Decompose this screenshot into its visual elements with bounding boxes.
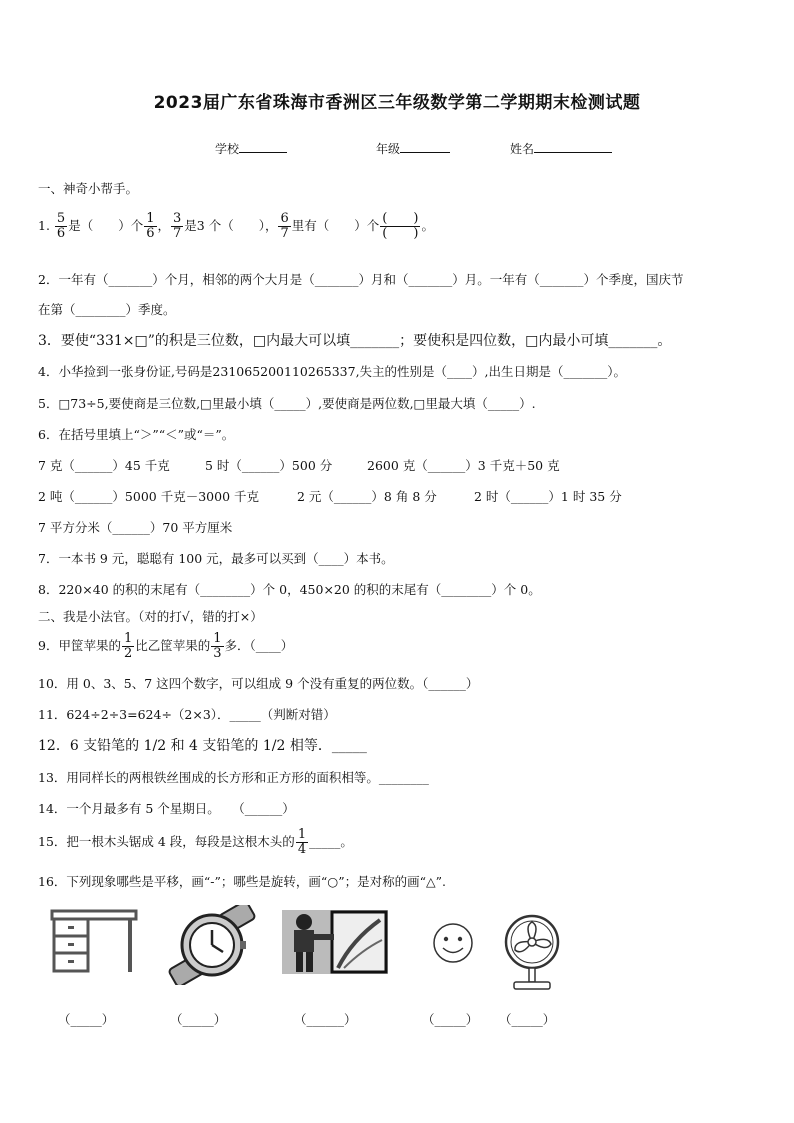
fraction: $\frac{1}{4}$ [297,827,307,857]
fraction: $\frac{1}{2}$ [123,631,133,661]
question-12: 12．6 支铅笔的 1/2 和 4 支铅笔的 1/2 相等．_____ [38,738,367,754]
school-field [215,140,287,157]
section-2-heading: 二、我是小法官。（对的打√，错的打×） [38,609,263,624]
question-7: 7．一本书 9 元，聪聪有 100 元，最多可以买到（____）本书。 [38,551,394,566]
smiley-face-picture [430,922,476,964]
q6-item: 7 克（______）45 千克 [38,458,170,473]
name-field [510,140,612,157]
fraction: $\frac{5}{6}$ [56,211,66,241]
grade-label: 年级 [376,142,401,156]
question-11: 11．624÷2÷3=624÷（2×3）．_____（判断对错） [38,707,336,722]
question-6: 6．在括号里填上“＞”“＜”或“＝”。 [38,427,235,442]
school-blank[interactable] [239,140,287,153]
grade-blank[interactable] [400,140,450,153]
q6-row-2 [38,489,622,505]
question-15: 15．把一根木头锯成 4 段，每段是这根木头的 $\frac{1}{4}$ _____。 [38,827,353,857]
question-2: 2．一年有（_______）个月，相邻的两个大月是（_______）月和（_______）月。一年有（_______）个季度，国庆节 [38,272,684,287]
fraction-blank[interactable]: $\frac{( )}{( )}$ [382,211,419,241]
fraction: $\frac{6}{7}$ [280,211,289,241]
answer-blank[interactable]: （_____） [58,1012,115,1027]
question-3: 3．要使“331×□”的积是三位数，□内最大可以填_______；要使积是四位数，□内最小可填_______。 [38,333,672,349]
section-1-heading: 一、神奇小帮手。 [38,181,139,196]
pushing-window-picture [282,910,388,974]
question-13: 13．用同样长的两根铁丝围成的长方形和正方形的面积相等。________ [38,770,429,785]
question-5: 5．□73÷5,要使商是三位数,□里最小填（_____）,要使商是两位数,□里最大填（_____）. [38,396,536,411]
answer-blank[interactable]: （_____） [170,1012,227,1027]
fraction: $\frac{3}{7}$ [173,211,182,241]
q6-item: 2 吨（______）5000 千克－3000 千克 [38,489,259,504]
question-14: 14．一个月最多有 5 个星期日。 （______） [38,801,295,816]
question-10: 10．用 0、3、5、7 这四个数字，可以组成 9 个没有重复的两位数。（______） [38,676,479,691]
grade-field [376,140,450,157]
question-1: 1. $\frac{5}{6}$ 是（ ）个 $\frac{1}{6}$ ， $\frac{3}{7}$ 是3 个（ ）， $\frac{6}{7}$ 里有（ ）个 $\frac{( )}{( )}$ 。 [38,211,434,241]
question-8: 8．220×40 的积的末尾有（________）个 0，450×20 的积的末尾有（________）个 0。 [38,582,541,597]
answer-blank[interactable]: （_____） [499,1012,556,1027]
watch-picture [166,905,258,985]
page-title: 2023届广东省珠海市香洲区三年级数学第二学期期末检测试题 [153,93,641,113]
question-2-cont: 在第（________）季度。 [38,302,176,317]
question-4: 4．小华捡到一张身份证,号码是231065200110265337,失主的性别是（____）,出生日期是（_______）。 [38,364,627,379]
q6-item: 2 时（______）1 时 35 分 [474,489,622,504]
q6-item: 2600 克（______）3 千克＋50 克 [367,458,560,473]
q6-item: 5 时（______）500 分 [205,458,333,473]
fraction: $\frac{1}{3}$ [213,631,222,661]
desk-picture [50,905,138,975]
q6-row-1 [38,458,560,474]
q6-item: 2 元（______）8 角 8 分 [297,489,437,504]
question-9: 9．甲筐苹果的 $\frac{1}{2}$ 比乙筐苹果的 $\frac{1}{3}$ 多．（____） [38,631,294,661]
answer-blank[interactable]: （_____） [422,1012,479,1027]
electric-fan-picture [502,912,562,992]
q6-row-3: 7 平方分米（______）70 平方厘米 [38,520,233,535]
question-16: 16．下列现象哪些是平移，画“-”；哪些是旋转，画“○”；是对称的画“△”. [38,874,446,889]
answer-blank[interactable]: （______） [294,1012,357,1027]
name-label: 姓名 [510,142,535,156]
name-blank[interactable] [534,140,612,153]
fraction: $\frac{1}{6}$ [146,211,155,241]
school-label: 学校 [215,142,240,156]
